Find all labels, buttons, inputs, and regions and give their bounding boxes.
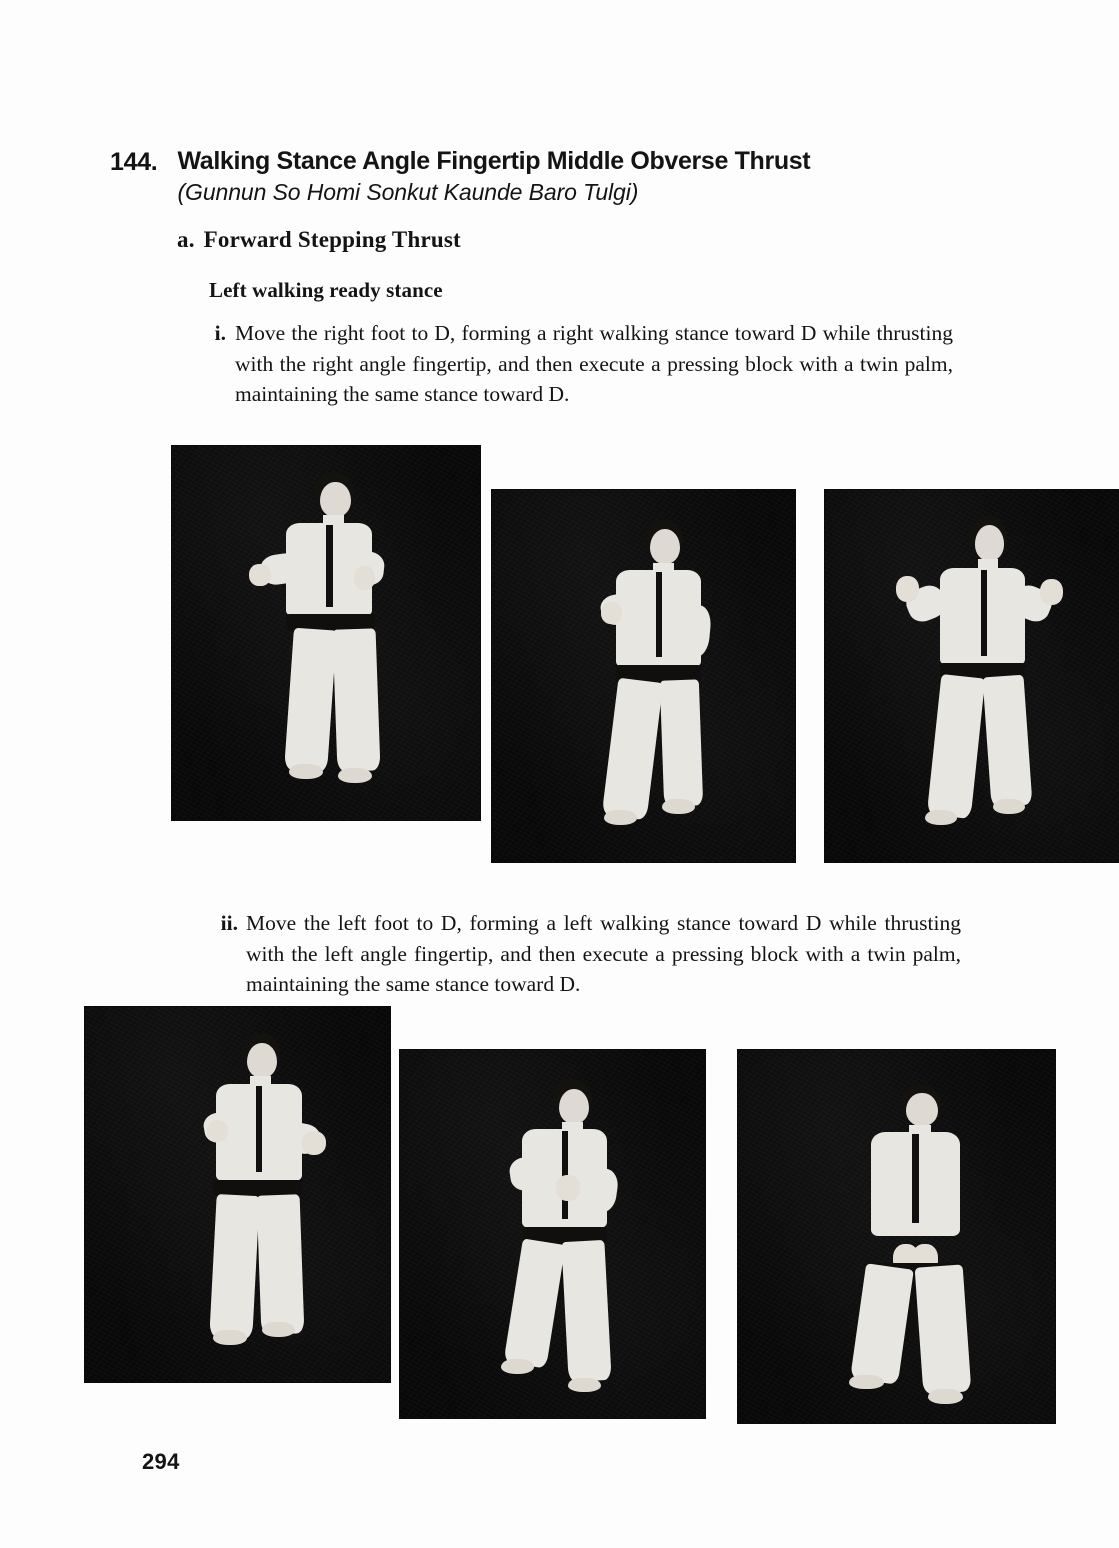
instruction-text-ii: Move the left foot to D, forming a left walking stance toward D while thrusting with the left angle fingertip, and then execute a pressing block with a twin palm, maintaining the same stance toward D. — [246, 911, 961, 997]
instruction-item-ii — [210, 908, 970, 1000]
page-title: Walking Stance Angle Fingertip Middle Obverse Thrust — [177, 147, 811, 175]
section-heading — [110, 148, 1010, 207]
subsection-marker: a. — [177, 227, 195, 252]
instruction-item-i — [204, 318, 964, 410]
instruction-marker-i: i. — [214, 321, 226, 345]
taekwondo-figure — [400, 1050, 705, 1418]
subsection-heading — [177, 227, 461, 253]
section-heading-text — [177, 148, 810, 207]
photo-row2-image2 — [400, 1050, 705, 1418]
korean-name: (Gunnun So Homi Sonkut Kaunde Baro Tulgi) — [177, 179, 639, 205]
taekwondo-figure — [492, 490, 795, 862]
taekwondo-figure — [85, 1007, 390, 1382]
taekwondo-figure — [738, 1050, 1055, 1423]
ready-stance-label: Left walking ready stance — [209, 278, 443, 302]
page-number: 294 — [142, 1449, 180, 1474]
photo-row2-image3 — [738, 1050, 1055, 1423]
photo-row1-image1 — [172, 446, 480, 820]
instruction-text-i: Move the right foot to D, forming a right walking stance toward D while thrusting with the right angle fingertip, and then execute a pressing block with a twin palm, maintaining the same stance toward D. — [235, 321, 953, 407]
photo-row1-image3 — [825, 490, 1119, 862]
subsection-label: Forward Stepping Thrust — [203, 227, 461, 252]
photo-row2-image1 — [85, 1007, 390, 1382]
instruction-marker-ii: ii. — [220, 911, 238, 935]
section-number: 144. — [110, 148, 158, 176]
taekwondo-figure — [172, 446, 480, 820]
photo-row1-image2 — [492, 490, 795, 862]
taekwondo-figure — [825, 490, 1119, 862]
